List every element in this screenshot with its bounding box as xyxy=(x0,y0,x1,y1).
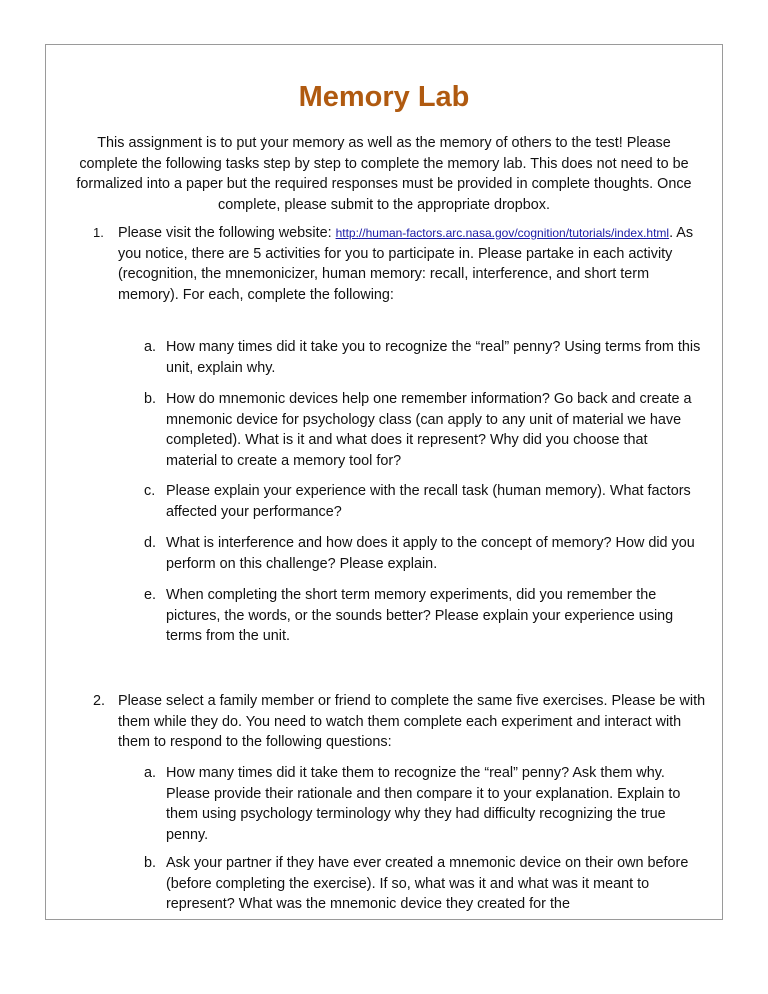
sub-item-text: How many times did it take you to recognize the “real” penny? Using terms from this unit, explain why. xyxy=(166,339,701,376)
sub-item-2a xyxy=(144,763,701,845)
list-number: 2. xyxy=(93,693,106,709)
sub-item-letter: b. xyxy=(144,855,157,871)
intro-paragraph: This assignment is to put your memory as well as the memory of others to the test! Please complete the following tasks step by step to complete the memory lab. This does not need to be formalized into a paper but the required responses must be provided in complete thoughts. Once complete, please submit to the appropriate dropbox. xyxy=(76,135,692,213)
sub-item-text: Please explain your experience with the recall task (human memory). What factors affected your performance? xyxy=(166,483,691,520)
sub-item-2b xyxy=(144,853,701,915)
sub-item-letter: a. xyxy=(144,339,157,355)
sub-item-1a xyxy=(144,337,701,378)
sub-item-1d xyxy=(144,533,701,574)
list-item-1 xyxy=(93,223,708,305)
sub-item-letter: c. xyxy=(144,483,156,499)
sub-item-text: What is interference and how does it apply to the concept of memory? How did you perform on this challenge? Please explain. xyxy=(166,535,695,572)
sub-item-1b xyxy=(144,389,701,471)
list-item-lead: Please visit the following website: xyxy=(118,225,336,241)
list-item-text: Please select a family member or friend to complete the same five exercises. Please be with them while they do. You need to watch them complete each experiment and interact with them to respond to the following questions: xyxy=(118,693,706,750)
sub-item-text: When completing the short term memory experiments, did you remember the pictures, the words, or the sounds better? Please explain your experience using terms from the unit. xyxy=(166,587,674,644)
sub-item-1e xyxy=(144,585,701,647)
sub-item-letter: b. xyxy=(144,391,157,407)
sub-item-letter: d. xyxy=(144,535,157,551)
list-item-2 xyxy=(93,691,708,753)
list-number: 1. xyxy=(93,225,104,240)
page-title: Memory Lab xyxy=(298,81,470,113)
sub-item-letter: e. xyxy=(144,587,157,603)
nasa-tutorial-link[interactable]: http://human-factors.arc.nasa.gov/cognition/tutorials/index.html xyxy=(335,226,670,240)
sub-item-1c xyxy=(144,481,701,522)
sub-item-letter: a. xyxy=(144,765,157,781)
sub-item-text: Ask your partner if they have ever created a mnemonic device on their own before (before completing the exercise). If so, what was it and what was it meant to represent? What was the mnemonic device they created for the xyxy=(166,855,689,912)
document-page xyxy=(45,44,723,920)
sub-item-text: How do mnemonic devices help one remember information? Go back and create a mnemonic device for psychology class (can apply to any unit of material we have completed). What is it and what does it represent? Why did you choose that material to create a memory tool for? xyxy=(166,391,692,469)
list-item-text: . As you notice, there are 5 activities for you to participate in. Please partake in each activity (recognition, the mnemonicizer, human memory: recall, interference, and short term memory). For each, complete the following: xyxy=(118,225,694,303)
sub-item-text: How many times did it take them to recognize the “real” penny? Ask them why. Please provide their rationale and then compare it to your explanation. Explain to them using psychology terminology why they had difficulty recognizing the true penny. xyxy=(166,765,681,843)
